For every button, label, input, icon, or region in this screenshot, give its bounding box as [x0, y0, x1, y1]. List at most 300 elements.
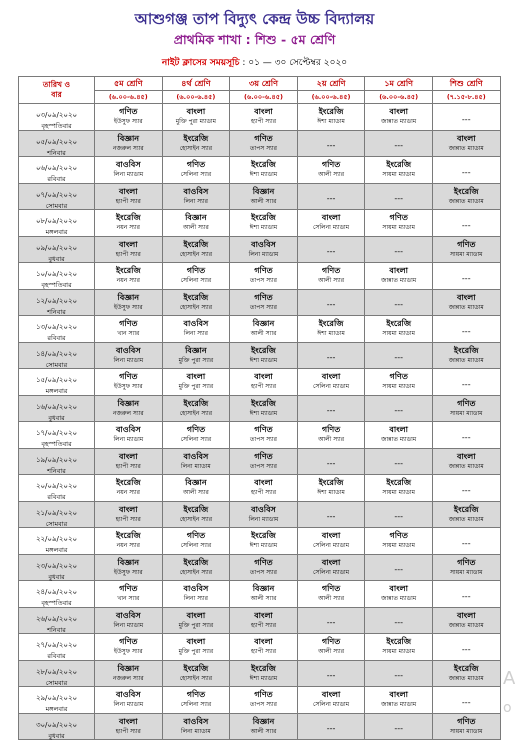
- subject-name: গণিত: [119, 319, 138, 329]
- subject-cell: [230, 289, 298, 316]
- subject-cell: [95, 607, 163, 634]
- subject-cell: [95, 157, 163, 184]
- teacher-name: হ্যাপী স্যার: [250, 118, 277, 126]
- subject-name: গণিত: [119, 584, 138, 594]
- empty-marker: ---: [394, 565, 403, 575]
- subject-cell: [297, 236, 365, 263]
- subject-cell: [230, 528, 298, 555]
- teacher-name: সেলিনা ম্যাডাম: [313, 224, 350, 232]
- teacher-name: হ্যাপী স্যার: [115, 727, 141, 735]
- subject-cell: [432, 316, 500, 343]
- subject-cell: [297, 634, 365, 661]
- day-text: মঙ্গলবার: [45, 387, 68, 395]
- subject-name: বাংলা: [389, 425, 408, 435]
- subject-cell: [365, 104, 433, 131]
- teacher-name: লিনা ম্যাডাম: [113, 436, 144, 444]
- subject-cell: [432, 369, 500, 396]
- date-text: ২৯/০৯/২০২০: [35, 694, 78, 702]
- empty-marker: ---: [326, 247, 336, 257]
- subject-name: গণিত: [321, 160, 341, 170]
- subject-cell: [432, 183, 500, 210]
- empty-marker: ---: [326, 300, 336, 310]
- subject-name: বাংলা: [457, 610, 476, 620]
- subject-name: গণিত: [389, 372, 408, 382]
- col-header-class1: ১ম শ্রেণি: [365, 77, 433, 91]
- teacher-name: হ্যাপী স্যার: [250, 383, 277, 391]
- subject-name: বাংলা: [321, 372, 341, 382]
- teacher-name: ইউসুফ স্যার: [113, 648, 143, 656]
- subject-name: গণিত: [254, 451, 273, 461]
- subject-cell: [162, 369, 230, 396]
- subject-cell: [365, 581, 433, 608]
- subject-cell: [230, 395, 298, 422]
- subject-name: ইংরেজি: [115, 478, 141, 488]
- table-row: [19, 581, 501, 608]
- table-row: [19, 210, 501, 237]
- subject-name: বিজ্ঞান: [252, 716, 275, 726]
- subject-cell: [95, 104, 163, 131]
- teacher-name: ঈশা ম্যাডাম: [317, 118, 345, 126]
- subject-name: ইংরেজি: [251, 160, 276, 170]
- subject-name: গণিত: [457, 239, 476, 249]
- teacher-name: জান্নাত ম্যাডাম: [381, 436, 417, 444]
- subject-cell: [162, 210, 230, 237]
- teacher-name: নজরুল স্যার: [112, 144, 144, 152]
- subject-cell: [365, 236, 433, 263]
- subject-name: গণিত: [186, 690, 206, 700]
- teacher-name: তাপস স্যার: [250, 701, 277, 709]
- empty-marker: ---: [394, 724, 403, 734]
- subject-cell: [230, 448, 298, 475]
- teacher-name: নয়ন স্যার: [116, 542, 140, 550]
- subject-cell: [230, 713, 298, 740]
- subject-name: বাংলা: [119, 239, 138, 249]
- subject-cell: [162, 448, 230, 475]
- teacher-name: তাপস স্যার: [250, 303, 277, 311]
- subject-cell: [432, 581, 500, 608]
- subject-cell: [95, 395, 163, 422]
- date-cell: [19, 687, 95, 714]
- subject-cell: [95, 660, 163, 687]
- subject-cell: [365, 289, 433, 316]
- subject-cell: [297, 369, 365, 396]
- date-column-header: তারিখ ও বার: [19, 77, 95, 104]
- day-text: শনিবার: [47, 148, 66, 157]
- subject-cell: [365, 183, 433, 210]
- subject-cell: [297, 130, 365, 157]
- side-glyph: A: [503, 668, 515, 689]
- date-cell: [19, 369, 95, 396]
- subject-name: ইংরেজি: [251, 213, 276, 223]
- teacher-name: লিনা ম্যাডাম: [113, 621, 144, 629]
- subject-cell: [162, 660, 230, 687]
- teacher-name: আলী স্যার: [250, 197, 277, 205]
- subject-cell: [162, 342, 230, 369]
- subject-name: বাওবিস: [183, 716, 209, 726]
- subject-name: বাংলা: [186, 637, 206, 647]
- table-row: [19, 713, 501, 740]
- subject-cell: [365, 210, 433, 237]
- subject-cell: [365, 660, 433, 687]
- date-text: ২৪/০৯/২০২০: [35, 588, 78, 596]
- teacher-name: নয়ন স্যার: [116, 224, 140, 232]
- subject-cell: [95, 448, 163, 475]
- day-text: শনিবার: [47, 307, 66, 316]
- date-cell: [19, 316, 95, 343]
- teacher-name: হোসাইন স্যার: [179, 674, 213, 682]
- empty-marker: ---: [394, 300, 403, 310]
- teacher-name: সেলিনা স্যার: [180, 542, 212, 550]
- teacher-name: সেলিনা স্যার: [180, 436, 212, 444]
- subject-cell: [230, 183, 298, 210]
- date-cell: [19, 581, 95, 608]
- subject-cell: [365, 634, 433, 661]
- subject-name: গণিত: [321, 584, 341, 594]
- col-header-class4: ৪র্থ শ্রেণি: [162, 77, 230, 91]
- table-row: [19, 395, 501, 422]
- table-row: [19, 157, 501, 184]
- subject-name: বাওবিস: [183, 451, 209, 461]
- table-row: [19, 263, 501, 290]
- teacher-name: আলী স্যার: [318, 595, 344, 603]
- day-text: বৃহস্পতিবার: [41, 599, 72, 607]
- teacher-name: জান্নাত ম্যাডাম: [381, 118, 417, 126]
- day-text: বুধবার: [48, 731, 65, 740]
- subject-cell: [297, 475, 365, 502]
- teacher-name: তাপস স্যার: [250, 144, 277, 152]
- date-text: ২০/০৯/২০২০: [35, 482, 78, 490]
- date-text: ০৭/০৯/২০২০: [35, 190, 78, 199]
- empty-marker: ---: [461, 697, 471, 707]
- subject-cell: [432, 236, 500, 263]
- table-row: [19, 607, 501, 634]
- teacher-name: হ্যাপী স্যার: [115, 250, 141, 258]
- subject-cell: [230, 687, 298, 714]
- day-text: শনিবার: [47, 466, 66, 475]
- teacher-name: সায়মা ম্যাডাম: [450, 727, 483, 735]
- empty-marker: ---: [394, 618, 403, 628]
- teacher-name: সায়মা ম্যাডাম: [382, 383, 415, 391]
- subject-cell: [365, 501, 433, 528]
- teacher-name: জান্নাত ম্যাডাম: [448, 356, 484, 364]
- date-cell: [19, 157, 95, 184]
- date-text: ১০/০৯/২০২০: [35, 270, 78, 278]
- subject-name: বাংলা: [321, 213, 341, 223]
- subject-cell: [365, 475, 433, 502]
- teacher-name: হোসাইন স্যার: [179, 144, 213, 152]
- subject-cell: [95, 581, 163, 608]
- subject-cell: [365, 687, 433, 714]
- subject-cell: [297, 316, 365, 343]
- subject-cell: [365, 263, 433, 290]
- subject-name: বাংলা: [389, 107, 408, 117]
- empty-marker: ---: [461, 167, 471, 177]
- empty-marker: ---: [394, 247, 403, 257]
- schedule-caption: [0, 55, 509, 70]
- subject-name: বাংলা: [254, 610, 273, 620]
- date-cell: [19, 554, 95, 581]
- teacher-name: সেলিনা ম্যাডাম: [313, 383, 350, 391]
- teacher-name: আলী স্যার: [182, 489, 209, 497]
- subject-name: বাওবিস: [183, 319, 209, 329]
- teacher-name: সায়মা ম্যাডাম: [450, 250, 483, 258]
- subject-name: গণিত: [119, 107, 138, 117]
- subject-cell: [365, 713, 433, 740]
- col-time-class4: (৬.০০-৬.৪৫): [162, 91, 230, 104]
- teacher-name: সায়মা ম্যাডাম: [450, 568, 483, 576]
- subject-name: বাংলা: [457, 292, 476, 302]
- subject-name: বিজ্ঞান: [117, 133, 140, 143]
- col-header-class2: ২য় শ্রেণি: [297, 77, 365, 91]
- subject-cell: [230, 210, 298, 237]
- subject-cell: [95, 130, 163, 157]
- subject-cell: [162, 634, 230, 661]
- date-text: ২৭/০৯/২০২০: [35, 641, 78, 649]
- subject-cell: [95, 475, 163, 502]
- table-body: [19, 104, 501, 740]
- subject-name: বাংলা: [119, 186, 138, 196]
- subject-cell: [432, 501, 500, 528]
- day-text: বৃহস্পতিবার: [41, 281, 72, 289]
- subject-name: বাংলা: [186, 610, 206, 620]
- subject-cell: [365, 448, 433, 475]
- subject-name: গণিত: [254, 425, 273, 435]
- teacher-name: সেলিনা স্যার: [180, 277, 212, 285]
- subject-name: বাংলা: [321, 690, 341, 700]
- teacher-name: সেলিনা ম্যাডাম: [313, 701, 350, 709]
- teacher-name: ঈশা ম্যাডাম: [249, 224, 278, 232]
- subject-cell: [230, 316, 298, 343]
- date-text: ০৮/০৯/২০২০: [35, 217, 78, 225]
- teacher-name: সায়মা ম্যাডাম: [382, 489, 415, 497]
- teacher-name: নজরুল স্যার: [112, 409, 144, 417]
- empty-marker: ---: [394, 194, 403, 204]
- date-cell: [19, 183, 95, 210]
- subject-cell: [432, 448, 500, 475]
- date-cell: [19, 342, 95, 369]
- subject-name: গণিত: [389, 213, 408, 223]
- subject-cell: [230, 660, 298, 687]
- subject-cell: [95, 528, 163, 555]
- subject-name: ইংরেজি: [318, 478, 344, 488]
- teacher-name: আলী স্যার: [250, 595, 277, 603]
- date-cell: [19, 634, 95, 661]
- subject-name: বাংলা: [254, 478, 273, 488]
- subject-name: বাংলা: [186, 372, 206, 382]
- teacher-name: নয়ন স্যার: [116, 489, 140, 497]
- subject-cell: [365, 422, 433, 449]
- teacher-name: লিনা ম্যাডাম: [181, 462, 211, 470]
- teacher-name: নয়ন স্যার: [116, 277, 140, 285]
- subject-name: বিজ্ঞান: [117, 557, 140, 567]
- subject-name: ইংরেজি: [183, 663, 209, 673]
- subject-cell: [162, 316, 230, 343]
- subject-name: গণিত: [186, 425, 206, 435]
- teacher-name: সায়মা ম্যাডাম: [382, 171, 415, 179]
- subject-cell: [162, 236, 230, 263]
- teacher-name: মুক্তি পুরা স্যার: [178, 648, 214, 656]
- subject-cell: [297, 607, 365, 634]
- table-header-row: [19, 77, 501, 91]
- subject-cell: [297, 448, 365, 475]
- teacher-name: আলী স্যার: [250, 330, 277, 338]
- subject-name: বাংলা: [119, 504, 138, 514]
- subject-name: বাংলা: [254, 107, 273, 117]
- subject-cell: [230, 236, 298, 263]
- subject-name: বাংলা: [321, 557, 341, 567]
- teacher-name: আলী স্যার: [250, 727, 277, 735]
- teacher-name: আলী স্যার: [318, 171, 344, 179]
- subject-name: ইংরেজি: [453, 345, 479, 355]
- table-row: [19, 528, 501, 555]
- date-text: ১৪/০৯/২০২০: [35, 349, 78, 358]
- subject-cell: [230, 104, 298, 131]
- date-cell: [19, 607, 95, 634]
- teacher-name: ইউসুফ স্যার: [113, 303, 143, 311]
- teacher-name: হ্যাপী স্যার: [115, 197, 141, 205]
- subject-name: গণিত: [321, 266, 341, 276]
- subject-cell: [95, 634, 163, 661]
- teacher-name: আলী স্যার: [318, 648, 344, 656]
- subject-cell: [162, 475, 230, 502]
- subject-cell: [162, 554, 230, 581]
- teacher-name: জান্নাত ম্যাডাম: [381, 701, 417, 709]
- day-text: সোমবার: [45, 519, 68, 528]
- subject-name: ইংরেজি: [183, 133, 209, 143]
- empty-marker: ---: [394, 671, 403, 681]
- date-text: ২৮/০৯/২০২০: [35, 667, 78, 676]
- date-cell: [19, 289, 95, 316]
- routine-table: [18, 76, 501, 740]
- subject-name: ইংরেজি: [183, 504, 209, 514]
- day-text: রবিবার: [47, 493, 66, 501]
- teacher-name: সেলিনা স্যার: [180, 701, 212, 709]
- subject-name: বাংলা: [186, 107, 206, 117]
- empty-marker: ---: [326, 724, 336, 734]
- teacher-name: জান্নাত ম্যাডাম: [448, 144, 484, 152]
- subject-cell: [297, 342, 365, 369]
- subject-name: বাংলা: [389, 584, 408, 594]
- teacher-name: তাপস স্যার: [250, 277, 277, 285]
- date-text: ২২/০৯/২০২০: [35, 535, 78, 543]
- date-text: ০৬/০৯/২০২০: [35, 164, 78, 172]
- subject-cell: [230, 501, 298, 528]
- empty-marker: ---: [394, 512, 403, 522]
- date-text: ১৫/০৯/২০২০: [35, 376, 78, 384]
- day-text: সোমবার: [45, 678, 68, 687]
- teacher-name: তাপস স্যার: [250, 436, 277, 444]
- day-text: রবিবার: [47, 175, 66, 183]
- teacher-name: জান্নাত ম্যাডাম: [448, 197, 484, 205]
- subject-name: বাওবিস: [183, 584, 209, 594]
- table-row: [19, 422, 501, 449]
- subject-cell: [95, 263, 163, 290]
- table-row: [19, 289, 501, 316]
- date-text: ২৬/০৯/২০২০: [35, 614, 78, 623]
- subject-cell: [162, 528, 230, 555]
- subject-name: বিজ্ঞান: [117, 663, 140, 673]
- subject-cell: [230, 157, 298, 184]
- subject-name: বিজ্ঞান: [252, 584, 275, 594]
- teacher-name: মুক্তি পুরা স্যার: [178, 356, 214, 364]
- subject-name: ইংরেজি: [183, 239, 209, 249]
- day-text: সোমবার: [45, 360, 68, 369]
- subject-cell: [297, 422, 365, 449]
- subject-name: গণিত: [321, 637, 341, 647]
- subject-cell: [365, 528, 433, 555]
- subject-name: গণিত: [186, 266, 206, 276]
- subject-name: ইংরেজি: [386, 160, 411, 170]
- subject-name: বাওবিস: [115, 610, 141, 620]
- subject-cell: [230, 581, 298, 608]
- subject-cell: [162, 395, 230, 422]
- subject-cell: [432, 289, 500, 316]
- subject-cell: [95, 422, 163, 449]
- teacher-name: আলী স্যার: [318, 436, 344, 444]
- subject-cell: [95, 289, 163, 316]
- subject-name: ইংরেজি: [453, 186, 479, 196]
- subject-cell: [162, 183, 230, 210]
- table-row: [19, 316, 501, 343]
- subject-cell: [297, 289, 365, 316]
- subject-cell: [297, 210, 365, 237]
- date-text: ১২/০৯/২০২০: [35, 296, 78, 305]
- date-text: ২৩/০৯/২০২০: [35, 561, 78, 570]
- subject-name: ইংরেজি: [318, 107, 344, 117]
- day-text: বৃহস্পতিবার: [41, 440, 72, 448]
- subject-cell: [297, 104, 365, 131]
- date-cell: [19, 236, 95, 263]
- teacher-name: লিনা ম্যাডাম: [248, 515, 279, 523]
- teacher-name: জান্নাত ম্যাডাম: [448, 621, 484, 629]
- col-time-kids: (৭.১৫-৮.৪৫): [432, 91, 500, 104]
- subject-name: ইংরেজি: [251, 663, 276, 673]
- teacher-name: মুক্তি পুরা স্যার: [178, 621, 214, 629]
- subject-cell: [365, 607, 433, 634]
- day-text: সোমবার: [45, 201, 68, 210]
- col-header-kids: শিশু শ্রেণি: [432, 77, 500, 91]
- subject-cell: [162, 422, 230, 449]
- subject-cell: [432, 554, 500, 581]
- subject-cell: [365, 554, 433, 581]
- date-cell: [19, 263, 95, 290]
- subject-name: বাংলা: [457, 133, 476, 143]
- subject-name: বাংলা: [321, 531, 341, 541]
- teacher-name: জান্নাত ম্যাডাম: [381, 277, 417, 285]
- day-text: মঙ্গলবার: [45, 228, 68, 236]
- day-text: বুধবার: [48, 572, 65, 581]
- empty-marker: ---: [326, 459, 336, 469]
- date-cell: [19, 210, 95, 237]
- subject-cell: [95, 316, 163, 343]
- subject-name: গণিত: [321, 425, 341, 435]
- subject-name: গণিত: [254, 133, 273, 143]
- subject-name: বিজ্ঞান: [252, 186, 275, 196]
- subject-cell: [297, 157, 365, 184]
- teacher-name: হোসাইন স্যার: [179, 250, 213, 258]
- subject-cell: [432, 157, 500, 184]
- subject-name: ইংরেজি: [386, 637, 411, 647]
- subject-cell: [230, 263, 298, 290]
- col-time-class1: (৬.০০-৬.৪৫): [365, 91, 433, 104]
- subject-name: বাংলা: [119, 451, 138, 461]
- empty-marker: ---: [461, 326, 471, 336]
- date-text: ০৩/০৯/২০২০: [35, 111, 78, 119]
- table-row: [19, 687, 501, 714]
- subject-cell: [297, 528, 365, 555]
- day-text: বৃহস্পতিবার: [41, 122, 72, 130]
- teacher-name: জান্নাত ম্যাডাম: [381, 595, 417, 603]
